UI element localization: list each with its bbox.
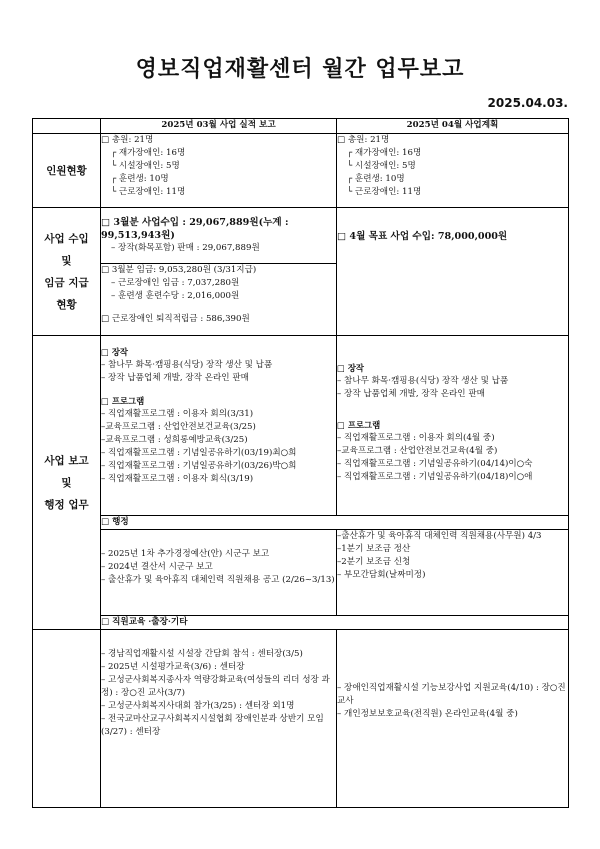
admin-right-line: –1분기 보조금 정산 (337, 544, 411, 554)
staff-right-line: ┌ 훈련생: 10명 (347, 174, 405, 184)
program-left-line: –교육프로그램 : 성희롱예방교육(3/25) (101, 435, 248, 445)
firewood-right-line: – 참나무 화목·캠핑용(식당) 장작 생산 및 납품 (337, 376, 509, 386)
revenue-right-cell (337, 208, 569, 336)
business-category-line: 행정 업무 (44, 498, 89, 511)
report-title: 영보직업재활센터 월간 업무보고 (135, 57, 465, 82)
staff-row (33, 134, 569, 208)
business-category (33, 336, 101, 630)
training-right-line: – 개인정보보호교육(전직원) 온라인교육(4월 중) (337, 709, 518, 719)
admin-left-line: – 2025년 1차 추가경정예산(안) 시군구 보고 (101, 549, 270, 559)
wages-total: □ 3월분 임금: 9,053,280원 (3/31지급) (101, 265, 257, 275)
staff-right-cell (337, 134, 569, 208)
staff-left-line: ┌ 훈련생: 10명 (111, 174, 169, 184)
training-left-line: – 전국교마산교구사회복지시설협회 장애인분과 상반기 모임(3/27) : 센터장 (101, 714, 324, 737)
business-right-cell (337, 336, 569, 516)
program-right-line: – 직업재활프로그램 : 기념일공유하기(04/18)이○애 (337, 472, 533, 482)
header-april-plan: 2025년 04월 사업계획 (337, 119, 569, 134)
admin-right-cell (337, 530, 569, 616)
admin-header: □ 행정 (101, 516, 569, 530)
admin-row (33, 530, 569, 616)
header-march-report: 2025년 03월 사업 실적 보고 (101, 119, 337, 134)
program-header: □ 프로그램 (101, 396, 145, 406)
training-row (33, 630, 569, 808)
firewood-left-line: – 참나무 화목·캠핑용(식당) 장작 생산 및 납품 (101, 360, 273, 370)
wages-line: – 훈련생 훈련수당 : 2,016,000원 (111, 291, 240, 301)
business-programs-row (33, 336, 569, 516)
training-category-blank (33, 630, 101, 808)
severance-fund: □ 근로장애인 퇴직적립금 : 586,390원 (101, 314, 250, 324)
admin-left-line: – 2024년 결산서 시군구 보고 (101, 562, 213, 572)
program-right-line: – 직업재활프로그램 : 이용자 회의(4월 중) (337, 433, 495, 443)
staff-left-cell (101, 134, 337, 208)
wages-line: – 근로장애인 임금 : 7,037,280원 (111, 278, 240, 288)
finance-category-line: 현황 (56, 298, 77, 311)
staff-right-line: └ 근로장애인: 11명 (347, 187, 422, 197)
revenue-firewood: – 장작(화목포함) 판매 : 29,067,889원 (111, 243, 260, 253)
training-left-cell (101, 630, 337, 808)
staff-left-line: □ 총원: 21명 (101, 135, 154, 145)
program-header-right: □ 프로그램 (337, 420, 381, 430)
staff-right-line: └ 시설장애인: 5명 (347, 161, 416, 171)
training-left-line: – 경남직업재활시설 시설장 간담회 참석 : 센터장(3/5) (101, 649, 303, 659)
revenue-target: □ 4월 목표 사업 수입: 78,000,000원 (337, 231, 508, 242)
finance-category-line: 임금 지급 (44, 276, 89, 289)
admin-left-line: – 출산휴가 및 육아휴직 대체인력 직원채용 공고 (2/26~3/13) (101, 575, 335, 585)
business-category-line: 사업 보고 (44, 454, 89, 467)
training-header-row (33, 616, 569, 630)
staff-right-line: □ 총원: 21명 (337, 135, 390, 145)
program-left-line: – 직업재활프로그램 : 이용자 회의(3/31) (101, 409, 254, 419)
finance-category-line: 사업 수입 (44, 232, 89, 245)
report-table (32, 118, 569, 808)
header-row (33, 119, 569, 134)
training-left-line: – 2025년 시설평가교육(3/6) : 센터장 (101, 662, 245, 672)
program-left-line: –교육프로그램 : 산업안전보건교육(3/25) (101, 422, 256, 432)
staff-category: 인원현황 (33, 134, 101, 208)
staff-left-line: ┌ 재가장애인: 16명 (111, 148, 186, 158)
header-blank (33, 119, 101, 134)
staff-left-line: └ 시설장애인: 5명 (111, 161, 180, 171)
training-right-cell (337, 630, 569, 808)
report-date: 2025.04.03. (487, 96, 568, 110)
admin-header-row (33, 516, 569, 530)
admin-right-line: – 부모간담회(날짜미정) (337, 570, 426, 580)
business-left-cell (101, 336, 337, 516)
program-left-line: – 직업재활프로그램 : 기념일공유하기(03/19)최○희 (101, 448, 297, 458)
training-right-line: – 장애인직업재활시설 기능보강사업 지원교육(4/10) : 장○진 교사 (337, 683, 566, 706)
program-left-line: – 직업재활프로그램 : 이용자 회식(3/19) (101, 474, 254, 484)
wages-left-cell (101, 264, 337, 336)
staff-right-line: ┌ 재가장애인: 16명 (347, 148, 422, 158)
program-left-line: – 직업재활프로그램 : 기념일공유하기(03/26)박○희 (101, 461, 297, 471)
firewood-left-line: – 장작 납품업체 개발, 장작 온라인 판매 (101, 373, 249, 383)
training-left-line: – 고성군사회복지종사자 역량강화교육(여성들의 리더 성장 과정) : 장○진 교사(3/7) (101, 675, 330, 698)
admin-left-cell (101, 530, 337, 616)
admin-right-line: –2분기 보조금 신청 (337, 557, 411, 567)
revenue-total: □ 3월분 사업수입 : 29,067,889원(누계 : 99,513,943원) (101, 217, 289, 241)
training-left-line: – 고성군사회복지사대회 참가(3/25) : 센터장 외1명 (101, 701, 295, 711)
program-right-line: – 직업재활프로그램 : 기념일공유하기(04/14)이○숙 (337, 459, 533, 469)
finance-category-line: 및 (61, 254, 72, 267)
firewood-header-right: □ 장작 (337, 363, 365, 373)
firewood-right-line: – 장작 납품업체 개발, 장작 온라인 판매 (337, 389, 485, 399)
staff-left-line: └ 근로장애인: 11명 (111, 187, 186, 197)
revenue-row (33, 208, 569, 264)
finance-category (33, 208, 101, 336)
admin-right-line: –출산휴가 및 육아휴직 대체인력 직원채용(사무원) 4/3 (337, 531, 542, 541)
revenue-left-cell (101, 208, 337, 264)
training-header: □ 직원교육 ·출장·기타 (101, 616, 569, 630)
business-category-line: 및 (61, 476, 72, 489)
program-right-line: –교육프로그램 : 산업안전보건교육(4월 중) (337, 446, 498, 456)
firewood-header: □ 장작 (101, 347, 129, 357)
